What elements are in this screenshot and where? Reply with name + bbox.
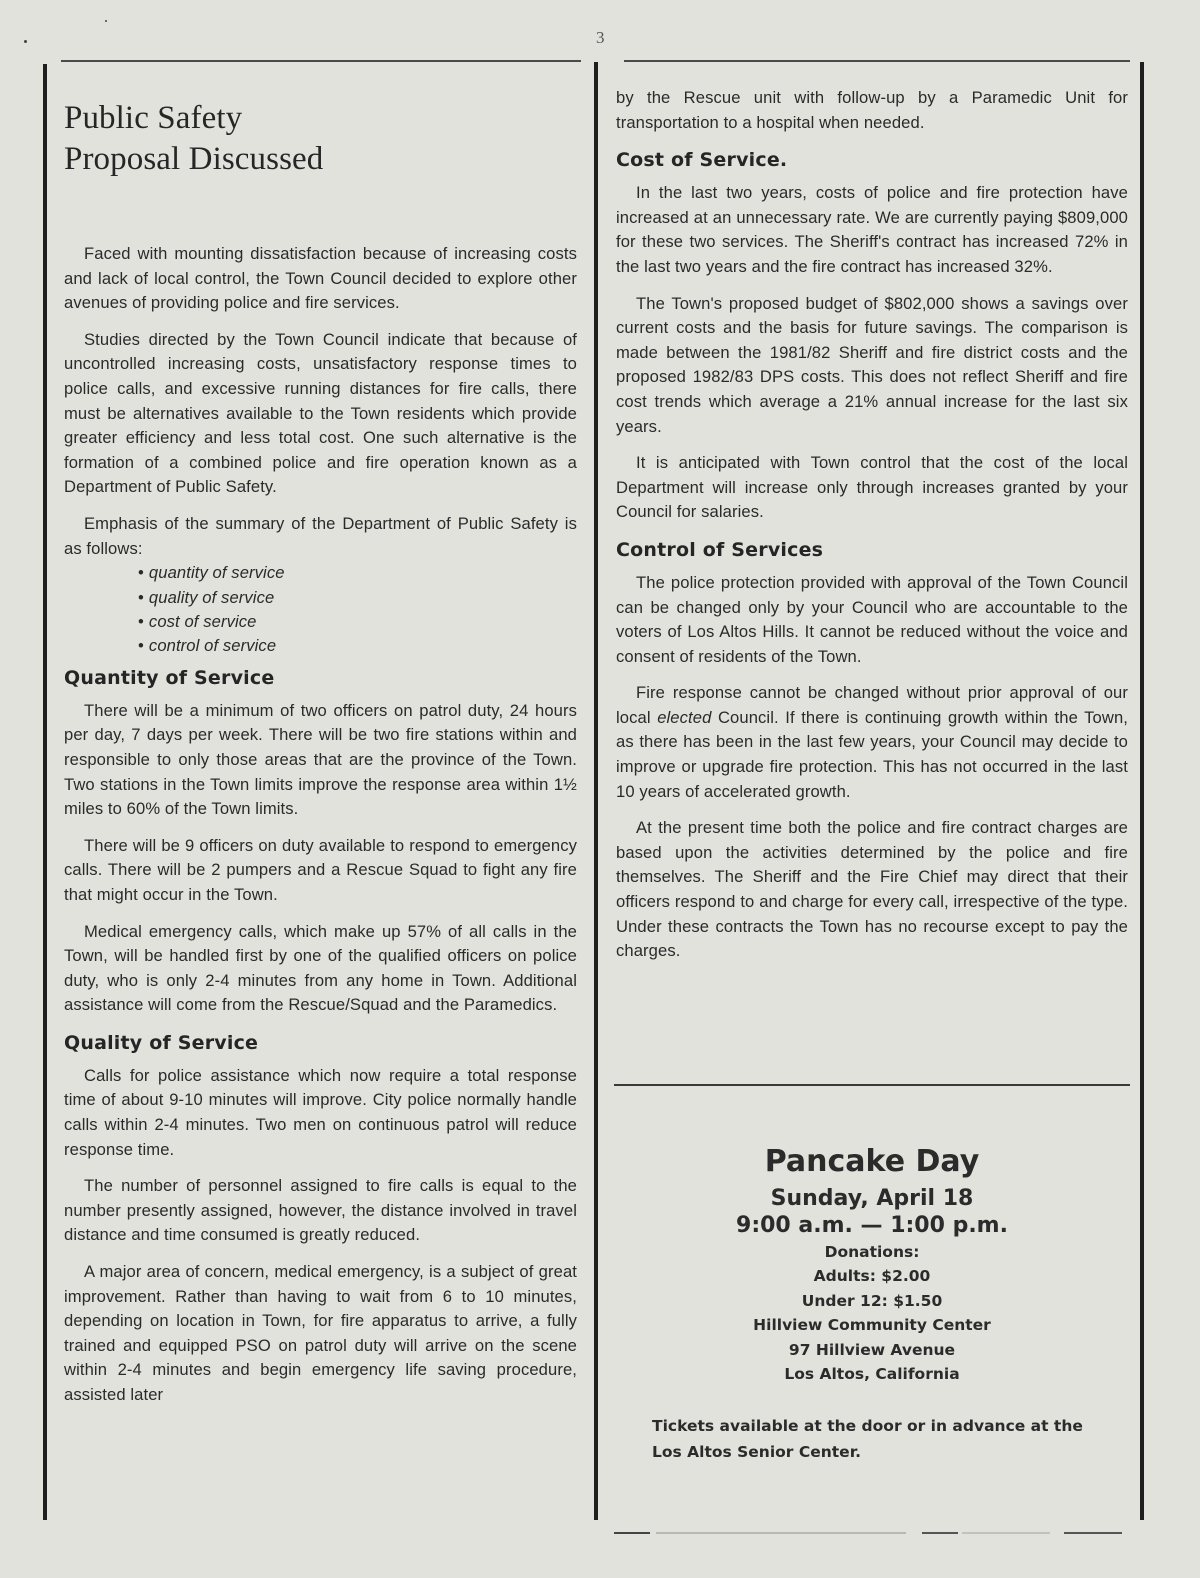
emphasis-item: • control of service [138, 634, 577, 658]
donations-label: Donations: [824, 1243, 920, 1261]
page-number: 3 [596, 28, 605, 47]
scan-speck [105, 20, 107, 22]
announcement-divider [614, 1084, 1130, 1086]
cost-paragraph: In the last two years, costs of police and fire protection have increased at an unnecessary rate. We are currently paying $809,000 for these two services. The Sheriff's contract has increased 72% in the last two years and the fire contract has increased 32%. [616, 183, 1128, 276]
cost-paragraph: The Town's proposed budget of $802,000 shows a savings over current costs and the basis for future savings. The comparison is made between the 1981/82 Sheriff and fire district costs and the proposed 1982/83 DPS costs. This does not reflect Sheriff and fire cost trends which average a 21% annual increase for the last six years. [616, 293, 1128, 436]
right-margin-bar [1140, 62, 1144, 1520]
under-12-price: Under 12: $1.50 [801, 1291, 943, 1310]
emphasis-item: • quantity of service [138, 561, 577, 585]
control-paragraph [616, 681, 1128, 804]
intro-paragraph: Faced with mounting dissatisfaction because of increasing costs and lack of local control, the Town Council decided to explore other avenues of providing police and fire services. [64, 244, 577, 313]
intro-paragraph: Emphasis of the summary of the Department of Public Safety is as follows: [64, 513, 577, 558]
control-text: Fire response cannot be changed without prior approval of our local [616, 683, 1128, 727]
venue-city: Los Altos, California [784, 1365, 960, 1384]
top-rule-right [624, 60, 1130, 62]
heading-quality-of-service: Quality of Service [64, 1031, 259, 1054]
emphasis-item: • cost of service [138, 610, 577, 634]
left-margin-bar [43, 64, 47, 1520]
venue-address: 97 Hillview Avenue [788, 1340, 956, 1359]
right-column [616, 86, 1128, 976]
article-title-line-2: Proposal Discussed [64, 141, 324, 177]
announcement-date: Sunday, April 18 [770, 1186, 974, 1211]
venue-name: Hillview Community Center [753, 1316, 991, 1335]
announcement-time: 9:00 a.m. — 1:00 p.m. [736, 1213, 1008, 1238]
top-rule-left [61, 60, 581, 62]
quality-paragraph: The number of personnel assigned to fire calls is equal to the number presently assigned, however, the distance involved in travel distance and time consumed is greatly reduced. [64, 1176, 577, 1245]
bottom-rule [962, 1532, 1050, 1534]
cost-paragraph: It is anticipated with Town control that the cost of the local Department will increase only through increases granted by your Council for salaries. [616, 453, 1128, 522]
elected-emphasis: elected [657, 707, 712, 727]
quantity-paragraph: There will be a minimum of two officers on patrol duty, 24 hours per day, 7 days per week. There will be two fire stations within and responsible to only those areas that are the province of the Town. Two stations in the Town limits improve the response area within 1½ miles to 60% of the Town limits. [64, 700, 577, 819]
intro-paragraph: Studies directed by the Town Council indicate that because of uncontrolled increasing costs, unsatisfactory response times to police calls, and excessive running distances for fire calls, there must be alternatives available to the Town residents which provide greater efficiency and less total cost. One such alternative is the formation of a combined police and fire operation known as a Department of Public Safety. [64, 329, 577, 497]
quality-paragraph: Calls for police assistance which now require a total response time of about 9-10 minutes will improve. City police normally handle calls within 2-4 minutes. Two men on continuous patrol will reduce response time. [64, 1065, 577, 1159]
bottom-rule [1064, 1532, 1122, 1534]
quantity-paragraph: There will be 9 officers on duty available to respond to emergency calls. There will be 2 pumpers and a Rescue Squad to fight any fire that might occur in the Town. [64, 835, 577, 904]
left-column [64, 98, 577, 1420]
heading-control-of-services: Control of Services [616, 538, 824, 561]
bottom-rule [614, 1532, 650, 1534]
article-title-line-1: Public Safety [64, 100, 243, 136]
heading-quantity-of-service: Quantity of Service [64, 666, 275, 689]
center-column-bar [594, 62, 598, 1520]
adults-price: Adults: $2.00 [813, 1267, 931, 1286]
heading-cost-of-service: Cost of Service. [616, 149, 788, 172]
control-paragraph: The police protection provided with approval of the Town Council can be changed only by your Council who are accountable to the voters of Los Altos Hills. It cannot be reduced without the voice and consent of residents of the Town. [616, 572, 1128, 666]
control-paragraph: At the present time both the police and fire contract charges are based upon the activities determined by the police and fire themselves. The Sheriff and the Fire Chief may direct that their officers respond to and charge for every call, irrespective of the type. Under these contracts the Town has no recourse except to pay the charges. [616, 818, 1128, 961]
emphasis-list [138, 561, 577, 659]
quality-paragraph: A major area of concern, medical emergency, is a subject of great improvement. Rather than having to wait from 6 to 10 minutes, depending on location in Town, for fire apparatus to arrive, a fully trained and equipped PSO on patrol duty will arrive on the scene within 2-4 minutes and begin emergency life saving procedure, assisted later [64, 1262, 577, 1404]
announcement-title: Pancake Day [764, 1144, 980, 1179]
continuation-paragraph: by the Rescue unit with follow-up by a Paramedic Unit for transportation to a hospital when needed. [616, 88, 1128, 132]
quantity-paragraph: Medical emergency calls, which make up 57% of all calls in the Town, will be handled first by one of the qualified officers on police duty, who is only 2-4 minutes from any home in Town. Additional assistance will come from the Rescue/Squad and the Paramedics. [64, 921, 577, 1015]
emphasis-item: • quality of service [138, 586, 577, 610]
article-title [64, 98, 577, 180]
pancake-day-announcement [616, 1142, 1128, 1386]
tickets-info: Tickets available at the door or in advance at the Los Altos Senior Center. [652, 1417, 1083, 1461]
bottom-rule [656, 1532, 906, 1534]
scan-speck [24, 40, 27, 43]
bottom-rule [922, 1532, 958, 1534]
control-text: Council. If there is continuing growth within the Town, as there has been in the last few years, your Council may decide to improve or upgrade fire protection. This has not occurred in the last 10 years of accelerated growth. [616, 707, 1128, 801]
